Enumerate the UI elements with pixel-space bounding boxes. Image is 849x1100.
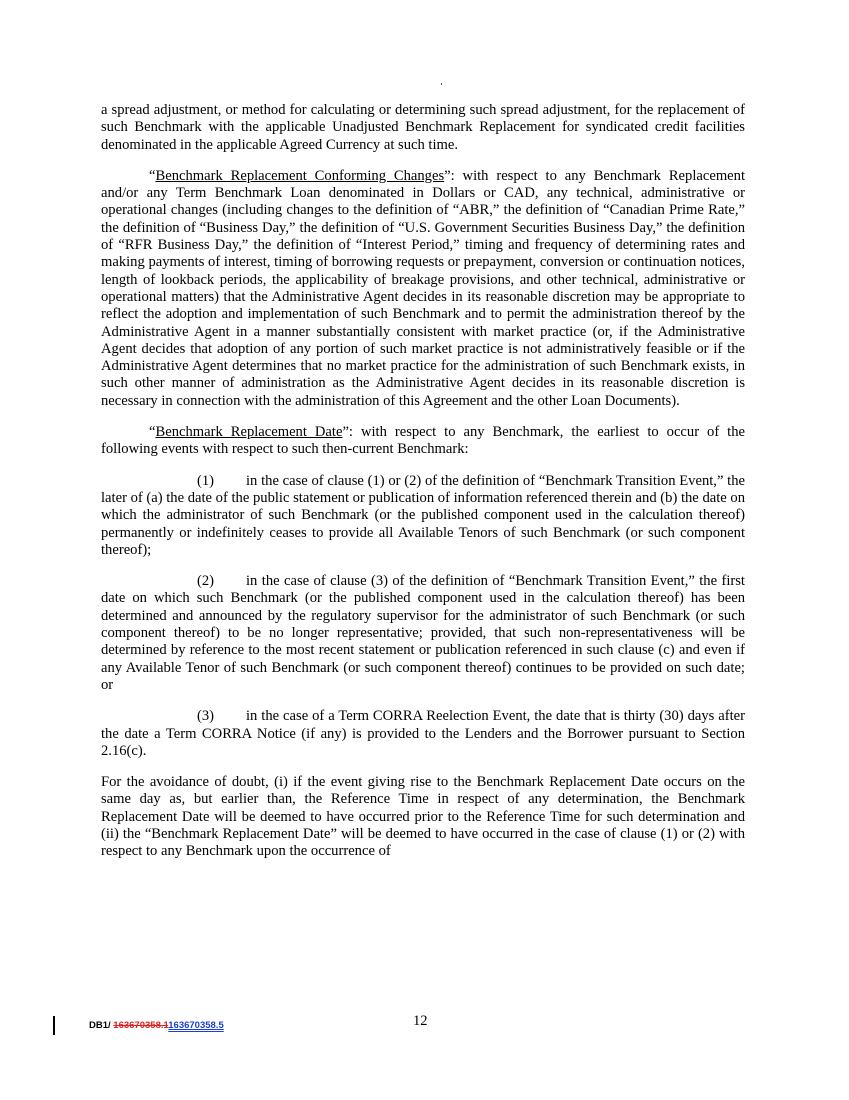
defined-term: Benchmark Replacement Conforming Changes: [155, 167, 445, 184]
defined-term: Benchmark Replacement Date: [155, 424, 343, 441]
clause-3: [101, 708, 745, 760]
clause-2: [101, 573, 745, 694]
clause-text: in the case of clause (1) or (2) of the definition of “Benchmark Transition Event,” the later of (a) the date of the public statement or publication of information referenced therein and (b) the date on which the administrator of such Benchmark (or the published component used in the calculation thereof) permanently or indefinitely ceases to provide all Available Tenors of such Benchmark (or such component thereof);: [101, 472, 745, 558]
definition-text: ”: with respect to any Benchmark, the earliest to occur of the following events with respect to such then-current Benchmark:: [101, 424, 746, 458]
definition-conforming-changes: [101, 168, 745, 410]
avoidance-paragraph: For the avoidance of doubt, (i) if the event giving rise to the Benchmark Replacement Date occurs on the same day as, but earlier than, the Reference Time in respect of any determination, the Benchmark Replacement Date will be deemed to have occurred prior to the Reference Time for such determination and (ii) the “Benchmark Replacement Date” will be deemed to have occurred in the case of clause (1) or (2) with respect to any Benchmark upon the occurrence of: [101, 774, 745, 860]
clause-text: in the case of a Term CORRA Reelection Event, the date that is thirty (30) days after the date a Term CORRA Notice (if any) is provided to the Lenders and the Borrower pursuant to Section 2.16(c).: [101, 708, 745, 759]
open-quote: “: [149, 424, 156, 441]
change-bar: [53, 1016, 55, 1035]
document-body: [101, 102, 745, 875]
clause-number: (3): [197, 708, 215, 725]
clause-text: in the case of clause (3) of the definition of “Benchmark Transition Event,” the first date on which such Benchmark (or the published component used in the calculation thereof) has been determined and announced by the regulatory supervisor for the administrator of such Benchmark (or such component thereof) to be no longer representative; provided, that such non-representativeness will be determined by reference to the most recent statement or publication referenced in such clause (c) and even if any Available Tenor of such Benchmark (or such component thereof) continues to be provided on such date; or: [101, 573, 745, 693]
definition-replacement-date: [101, 424, 745, 459]
clause-1: [101, 473, 745, 559]
scan-speck: [441, 83, 442, 85]
open-quote: “: [149, 167, 156, 184]
clause-number: (2): [197, 573, 215, 590]
document-id-deleted: 163670358.1: [113, 1020, 169, 1031]
definition-text: ”: with respect to any Benchmark Replacement and/or any Term Benchmark Loan denominated in Dollars or CAD, any technical, administrative or operational changes (including changes to the definition of “ABR,” the definition of “Canadian Prime Rate,” the definition of “Business Day,” the definition of “U.S. Government Securities Business Day,” the definition of “RFR Business Day,” the definition of “Interest Period,” timing and frequency of determining rates and making payments of interest, timing of borrowing requests or prepayment, conversion or continuation notices, length of lookback periods, the applicability of breakage provisions, and other technical, administrative or operational matters) that the Administrative Agent decides in its reasonable discretion may be appropriate to reflect the adoption and implementation of such Benchmark and to permit the administration thereof by the Administrative Agent in a manner substantially consistent with market practice (or, if the Administrative Agent decides that adoption of any portion of such market practice is not administratively feasible or if the Administrative Agent determines that no market practice for the administration of such Benchmark exists, in such other manner of administration as the Administrative Agent decides in its reasonable discretion is necessary in connection with the administration of this Agreement and the other Loan Documents).: [101, 167, 745, 409]
clause-number: (1): [197, 472, 215, 489]
page-number: 12: [413, 1013, 428, 1029]
document-id-inserted: 163670358.5: [168, 1020, 224, 1031]
continuation-paragraph: a spread adjustment, or method for calculating or determining such spread adjustment, for the replacement of such Benchmark with the applicable Unadjusted Benchmark Replacement for syndicated credit facilities denominated in the applicable Agreed Currency at such time.: [101, 102, 745, 153]
document-id-prefix: DB1/: [89, 1020, 114, 1031]
document-id: [89, 1020, 224, 1031]
